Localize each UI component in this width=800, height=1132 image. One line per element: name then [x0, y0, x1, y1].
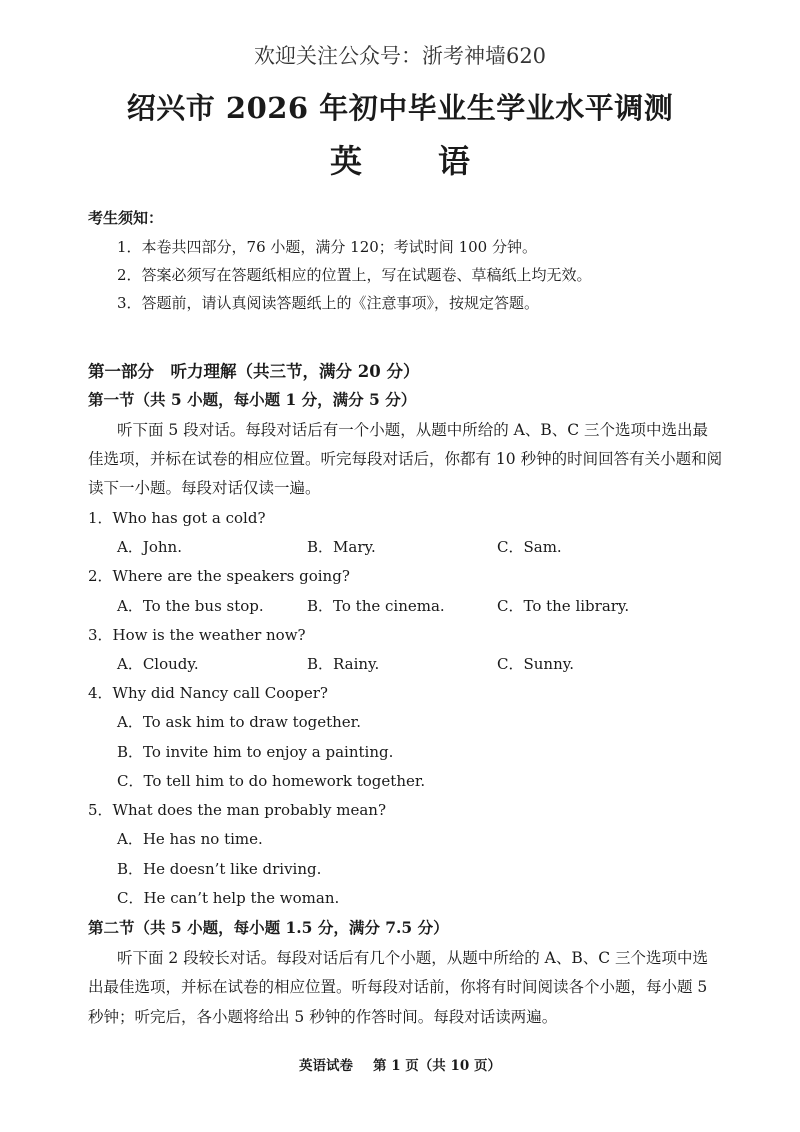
page-number: 第 1 页（共 10 页） [373, 1058, 501, 1074]
question-3: 3．How is the weather now? [88, 626, 306, 644]
instruction-line: 听下面 2 段较长对话。每段对话后有几个小题，从题中所给的 A、B、C 三个选项中选 [117, 949, 709, 967]
option-b: B．To invite him to enjoy a painting. [117, 743, 394, 761]
instruction-line: 佳选项，并标在试卷的相应位置。听完每段对话后，你都有 10 秒钟的时间回答有关小题和阅 [88, 450, 723, 468]
notice-heading: 考生须知： [88, 209, 164, 227]
question-2: 2．Where are the speakers going? [88, 567, 350, 585]
question-1: 1．Who has got a cold? [88, 509, 266, 527]
subject-char-2: 语 [438, 142, 471, 180]
instruction-line: 出最佳选项，并标在试卷的相应位置。听每段对话前，你将有时间阅读各个小题，每小题 5 [88, 978, 708, 996]
exam-title: 绍兴市 2026 年初中毕业生学业水平调测 [126, 91, 674, 125]
option-a: A．Cloudy. [117, 655, 199, 673]
instruction-line: 读下一小题。每段对话仅读一遍。 [88, 479, 321, 497]
option-b: B．Rainy. [307, 655, 380, 673]
page-footer [0, 1054, 800, 1074]
notice-item: 1．本卷共四部分，76 小题，满分 120；考试时间 100 分钟。 [117, 238, 537, 256]
question-5: 5．What does the man probably mean? [88, 801, 387, 819]
instruction-line: 秒钟；听完后，各小题将给出 5 秒钟的作答时间。每段对话读两遍。 [88, 1008, 558, 1026]
subject-title [0, 136, 800, 182]
option-b: B．He doesn’t like driving. [117, 860, 322, 878]
option-c: C．Sam. [497, 538, 562, 556]
option-a: A．John. [117, 538, 182, 556]
option-a: A．He has no time. [117, 830, 263, 848]
option-c: C．He can’t help the woman. [117, 889, 340, 907]
subject-char-1: 英 [329, 142, 362, 180]
footer-label: 英语试卷 [299, 1058, 353, 1074]
question-4: 4．Why did Nancy call Cooper? [88, 684, 328, 702]
watermark: 欢迎关注公众号：浙考神墙620 [253, 44, 547, 68]
part1-title: 第一部分 听力理解（共三节，满分 20 分） [88, 362, 420, 381]
option-b: B．To the cinema. [307, 597, 445, 615]
section2-title: 第二节（共 5 小题，每小题 1.5 分，满分 7.5 分） [88, 918, 449, 937]
option-c: C．Sunny. [497, 655, 574, 673]
notice-item: 3．答题前，请认真阅读答题纸上的《注意事项》，按规定答题。 [117, 294, 540, 312]
option-c: C．To the library. [497, 597, 630, 615]
section1-title: 第一节（共 5 小题，每小题 1 分，满分 5 分） [88, 390, 417, 409]
option-b: B．Mary. [307, 538, 376, 556]
notice-item: 2．答案必须写在答题纸相应的位置上，写在试题卷、草稿纸上均无效。 [117, 266, 592, 284]
option-a: A．To ask him to draw together. [117, 713, 361, 731]
option-c: C．To tell him to do homework together. [117, 772, 426, 790]
option-a: A．To the bus stop. [117, 597, 264, 615]
instruction-line: 听下面 5 段对话。每段对话后有一个小题，从题中所给的 A、B、C 三个选项中选出最 [117, 421, 709, 439]
